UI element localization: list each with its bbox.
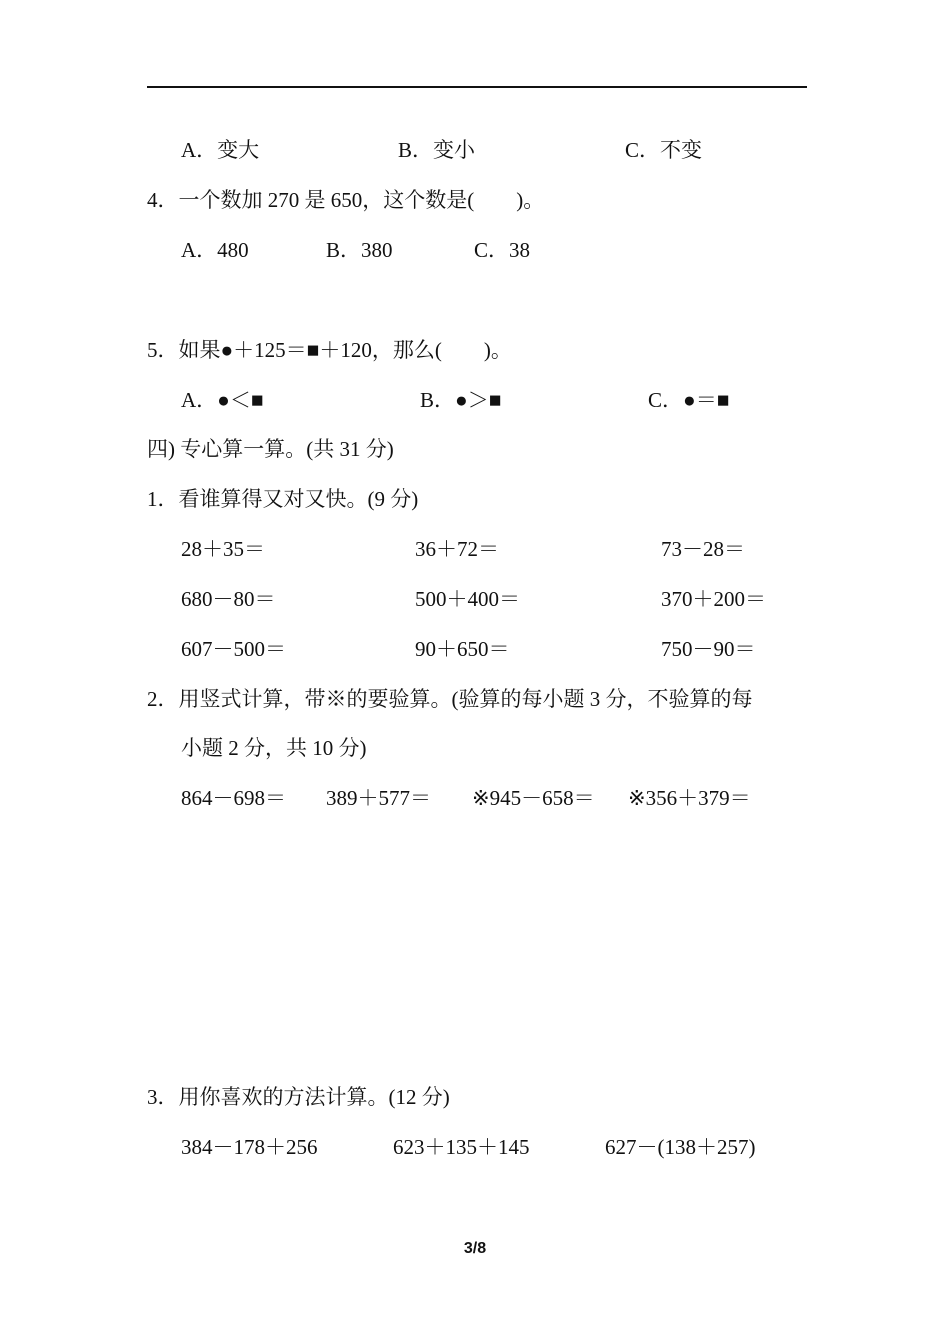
page-number: 3/8: [463, 1240, 487, 1257]
calc-item: 370＋200＝: [661, 587, 766, 611]
mixed-calc-item: 623＋135＋145: [393, 1135, 530, 1159]
q4-option-b: B．380: [326, 238, 393, 262]
part2-stem-line1: 2．用竖式计算，带※的要验算。(验算的每小题 3 分，不验算的每: [147, 687, 753, 711]
calc-item: 73－28＝: [661, 537, 745, 561]
calc-item: 680－80＝: [181, 587, 276, 611]
vertical-calc-item: 864－698＝: [181, 786, 286, 810]
calc-item: 607－500＝: [181, 637, 286, 661]
calc-item: 28＋35＝: [181, 537, 265, 561]
q4-option-a: A．480: [181, 238, 249, 262]
q5-option-a: A．●＜■: [181, 388, 264, 412]
q4-stem: 4．一个数加 270 是 650，这个数是( )。: [147, 188, 545, 212]
mixed-calc-item: 384－178＋256: [181, 1135, 318, 1159]
q4-option-c: C．38: [474, 238, 531, 262]
q3-option-b: B．变小: [398, 138, 476, 162]
calc-item: 90＋650＝: [415, 637, 510, 661]
calc-item: 500＋400＝: [415, 587, 520, 611]
q3-option-a: A．变大: [181, 138, 260, 162]
q5-option-c: C．●＝■: [648, 388, 730, 412]
part1-stem: 1．看谁算得又对又快。(9 分): [147, 487, 419, 511]
q5-stem: 5．如果●＋125＝■＋120，那么( )。: [147, 338, 512, 362]
header-rule: [147, 86, 807, 88]
vertical-calc-item: ※945－658＝: [472, 786, 595, 810]
q3-option-c: C．不变: [625, 138, 703, 162]
vertical-calc-item: ※356＋379＝: [628, 786, 751, 810]
calc-item: 36＋72＝: [415, 537, 499, 561]
mixed-calc-item: 627－(138＋257): [605, 1135, 756, 1159]
vertical-calc-item: 389＋577＝: [326, 786, 431, 810]
part3-stem: 3．用你喜欢的方法计算。(12 分): [147, 1085, 450, 1109]
part2-stem-line2: 小题 2 分，共 10 分): [181, 736, 367, 760]
q5-option-b: B．●＞■: [420, 388, 502, 412]
calc-item: 750－90＝: [661, 637, 756, 661]
section-heading: 四) 专心算一算。(共 31 分): [147, 437, 394, 461]
